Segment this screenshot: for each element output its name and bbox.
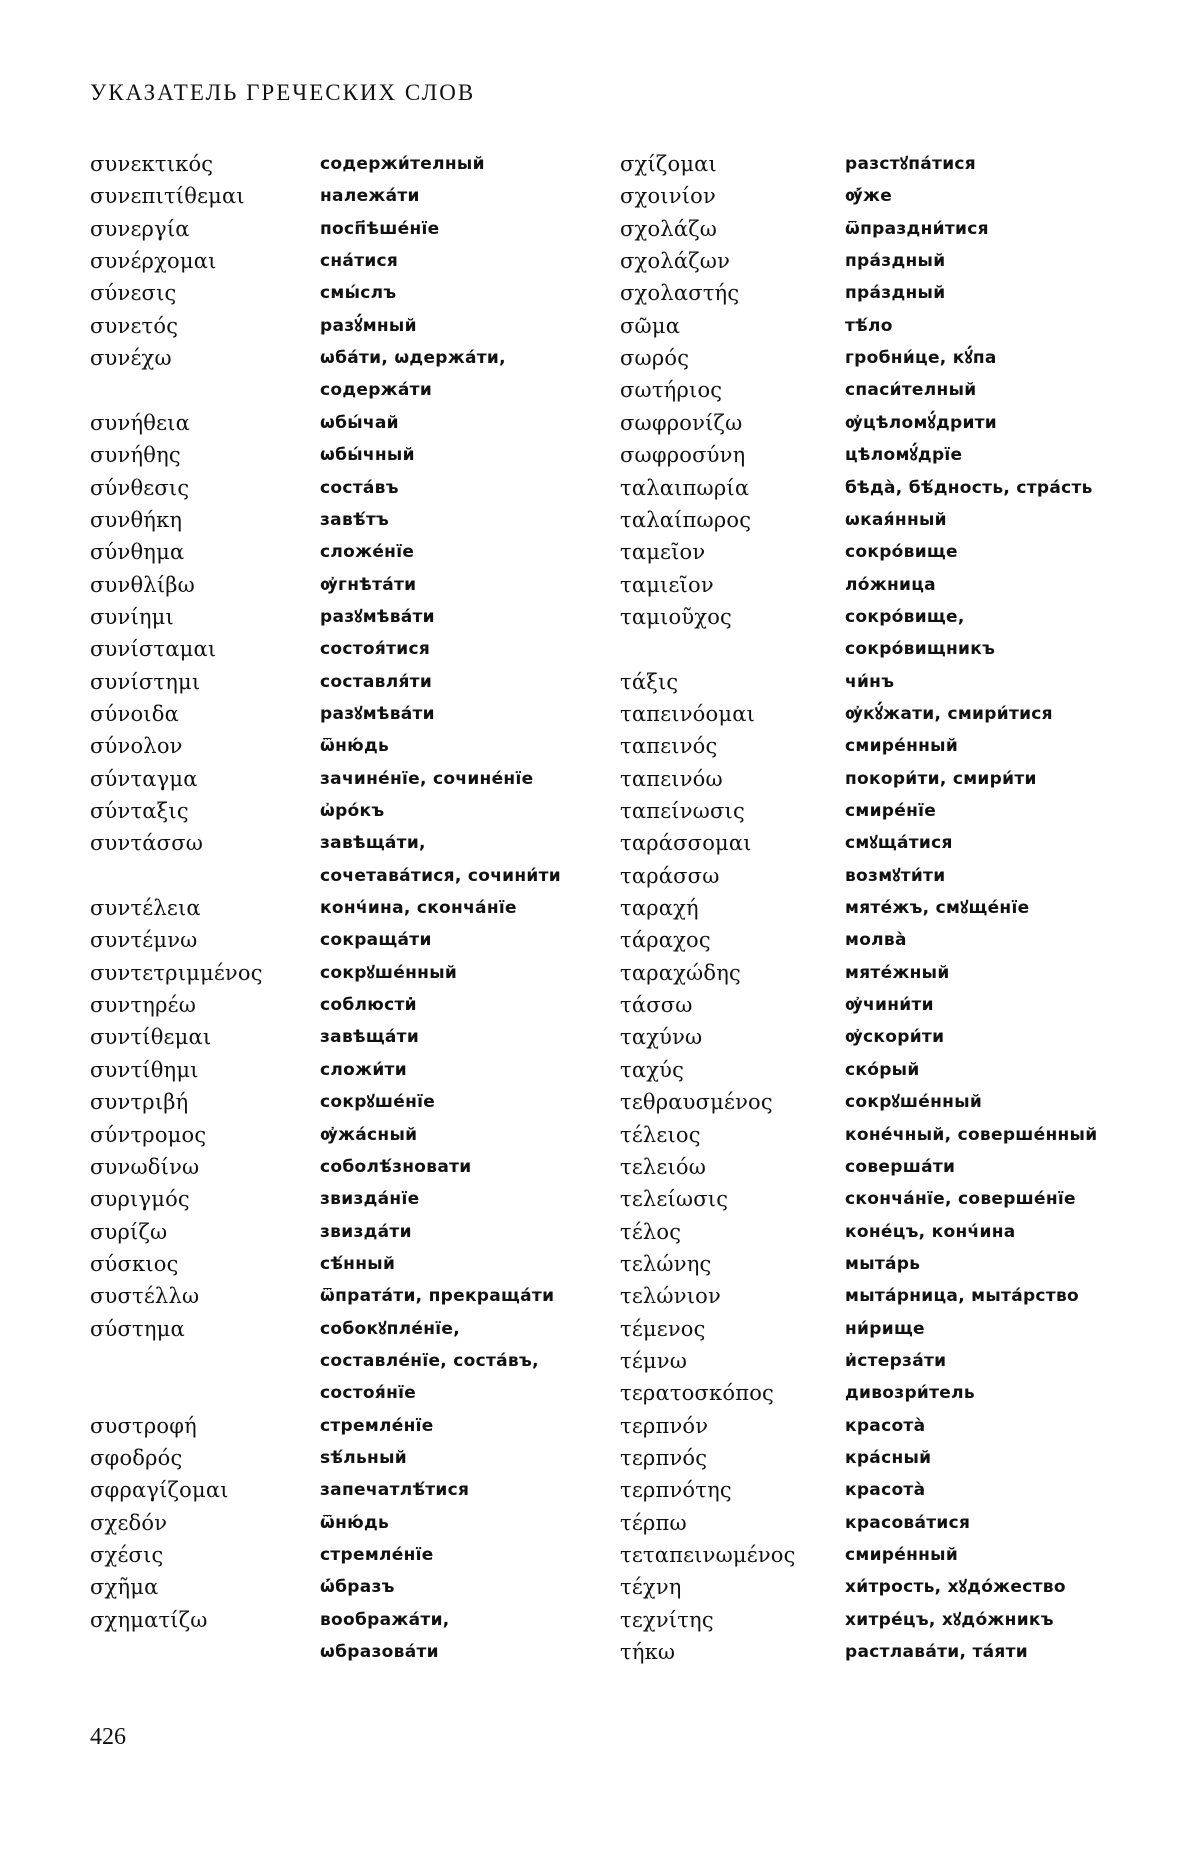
- greek-headword: συστροφή: [90, 1413, 197, 1438]
- slavonic-translation: и҆стерза́ти: [845, 1350, 947, 1371]
- slavonic-translation: сѣ́нный: [320, 1253, 396, 1274]
- greek-headword: σύνολον: [90, 734, 183, 759]
- slavonic-translation: собокꙋпле́нїе,: [320, 1318, 461, 1339]
- index-row: [90, 1604, 1110, 1636]
- slavonic-translation: ѹ҆гнѣта́ти: [320, 574, 417, 595]
- greek-headword: τέλος: [620, 1219, 682, 1244]
- greek-headword: σχίζομαι: [620, 152, 717, 176]
- greek-headword: συνθλίβω: [90, 572, 195, 597]
- greek-headword: ταμιεῖον: [620, 572, 714, 597]
- greek-headword: σωφρονίζω: [620, 410, 743, 435]
- slavonic-translation: сокраща́ти: [320, 930, 432, 951]
- slavonic-translation: вообража́ти,: [320, 1609, 450, 1630]
- index-row: [90, 1410, 1110, 1442]
- index-row: [90, 342, 1110, 374]
- greek-headword: σῶμα: [620, 313, 681, 338]
- slavonic-translation: красота̀: [845, 1415, 926, 1436]
- greek-headword: ταπεινόω: [620, 766, 723, 791]
- index-row: [90, 601, 1110, 633]
- greek-headword: σύνοιδα: [90, 701, 179, 726]
- index-row: [90, 1474, 1110, 1506]
- slavonic-translation: содержа́ти: [320, 380, 433, 401]
- slavonic-translation: стремле́нїе: [320, 1545, 434, 1566]
- index-row: [90, 277, 1110, 309]
- slavonic-translation: смире́нный: [845, 736, 959, 757]
- index-row: [90, 439, 1110, 471]
- slavonic-translation: смире́нный: [845, 1545, 959, 1566]
- greek-headword: τεχνίτης: [620, 1607, 714, 1632]
- greek-headword: σύνταγμα: [90, 766, 198, 791]
- greek-headword: τέχνη: [620, 1575, 682, 1600]
- greek-headword: ταμεῖον: [620, 540, 706, 565]
- greek-headword: τήκω: [620, 1640, 676, 1665]
- greek-headword: τέρπω: [620, 1510, 687, 1535]
- index-row: [90, 148, 1110, 180]
- index-row: [90, 730, 1110, 762]
- slavonic-translation: ѡ҆́бразъ: [320, 1577, 395, 1598]
- greek-headword: ταραχή: [620, 896, 699, 921]
- slavonic-translation: смꙋща́тися: [845, 833, 953, 854]
- greek-headword: συνωδίνω: [90, 1154, 200, 1179]
- slavonic-translation: ло́жница: [845, 574, 936, 595]
- greek-headword: συνθήκη: [90, 507, 183, 532]
- slavonic-translation: кра́сный: [845, 1448, 932, 1468]
- slavonic-translation: сокрꙋше́нїе: [320, 1092, 436, 1113]
- greek-headword: σύνθεσις: [90, 475, 190, 500]
- greek-headword: σχῆμα: [90, 1575, 159, 1600]
- index-row: [90, 1377, 1110, 1409]
- index-row: [90, 1280, 1110, 1312]
- slavonic-translation: тѣ́ло: [845, 315, 893, 336]
- slavonic-translation: составля́ти: [320, 671, 433, 692]
- slavonic-translation: ѿпраздни́тися: [845, 218, 989, 239]
- slavonic-translation: покори́ти, смири́ти: [845, 768, 1037, 789]
- index-row: [90, 633, 1110, 665]
- greek-headword: ταμιοῦχος: [620, 604, 733, 629]
- greek-headword: συνεκτικός: [90, 152, 214, 176]
- greek-headword: τελειόω: [620, 1154, 707, 1179]
- greek-headword: ταπεινός: [620, 734, 718, 759]
- greek-headword: συντίθημι: [90, 1057, 199, 1082]
- index-row: [90, 1183, 1110, 1215]
- greek-headword: συντετριμμένος: [90, 960, 263, 985]
- slavonic-translation: пра́здный: [845, 251, 946, 272]
- slavonic-translation: разꙋмѣва́ти: [320, 606, 435, 627]
- slavonic-translation: зачине́нїе, сочине́нїе: [320, 768, 534, 789]
- greek-headword: συνέρχομαι: [90, 249, 217, 274]
- slavonic-translation: сокрꙋше́нный: [845, 1092, 983, 1113]
- slavonic-translation: возмꙋти́ти: [845, 865, 946, 886]
- slavonic-translation: ѿню́дь: [320, 736, 390, 757]
- greek-headword: συντάσσω: [90, 831, 204, 856]
- index-row: [90, 213, 1110, 245]
- index-row: [90, 795, 1110, 827]
- greek-headword: σφοδρός: [90, 1446, 183, 1470]
- slavonic-translation: ѿпрата́ти, прекраща́ти: [320, 1286, 555, 1307]
- index-row: [90, 860, 1110, 892]
- greek-headword: ταλαίπωρος: [620, 507, 752, 532]
- slavonic-translation: бѣда̀, бѣ́дность, стра́сть: [845, 477, 1093, 498]
- index-row: [90, 1507, 1110, 1539]
- greek-headword: τεθραυσμένος: [620, 1090, 773, 1115]
- slavonic-translation: красова́тися: [845, 1512, 971, 1533]
- slavonic-translation: сконча́нїе, соверше́нїе: [845, 1189, 1076, 1210]
- greek-headword: συνίσταμαι: [90, 637, 217, 662]
- index-row: [90, 924, 1110, 956]
- greek-headword: συνίστημι: [90, 669, 201, 694]
- slavonic-translation: сокро́вище: [845, 542, 958, 563]
- slavonic-translation: соверша́ти: [845, 1156, 956, 1177]
- greek-headword: σχολαστής: [620, 281, 740, 306]
- slavonic-translation: разꙋмѣва́ти: [320, 703, 435, 724]
- index-row: [90, 698, 1110, 730]
- greek-headword: ταραχώδης: [620, 960, 741, 985]
- greek-headword: συνήθεια: [90, 410, 190, 435]
- greek-headword: σχοινίον: [620, 184, 716, 209]
- greek-headword: συνήθης: [90, 443, 181, 468]
- greek-headword: ταπείνωσις: [620, 799, 745, 823]
- slavonic-translation: соблюсти̇: [320, 995, 417, 1016]
- greek-headword: τέμνω: [620, 1348, 688, 1373]
- slavonic-translation: соста́въ: [320, 477, 399, 498]
- slavonic-translation: ѹ҆жа́сный: [320, 1124, 418, 1145]
- greek-headword: σύντρομος: [90, 1122, 207, 1147]
- index-row: [90, 536, 1110, 568]
- index-row: [90, 407, 1110, 439]
- slavonic-translation: растлава́ти, та́яти: [845, 1642, 1028, 1663]
- greek-headword: σύνθημα: [90, 540, 185, 565]
- greek-headword: τελώνιον: [620, 1284, 721, 1309]
- index-row: [90, 1636, 1110, 1668]
- slavonic-translation: сна́тися: [320, 251, 399, 272]
- greek-headword: συνίημι: [90, 604, 174, 629]
- greek-headword: σωφροσύνη: [620, 443, 746, 468]
- greek-headword: τέμενος: [620, 1316, 706, 1341]
- slavonic-translation: стремле́нїе: [320, 1415, 434, 1436]
- slavonic-translation: молва̀: [845, 930, 907, 951]
- index-row: [90, 245, 1110, 277]
- slavonic-translation: ѿню́дь: [320, 1512, 390, 1533]
- slavonic-translation: хи́трость, хꙋдо́жество: [845, 1577, 1066, 1598]
- slavonic-translation: содержи́телный: [320, 154, 485, 174]
- slavonic-translation: ѕѣ́льный: [320, 1448, 407, 1468]
- slavonic-translation: мяте́жный: [845, 962, 950, 983]
- greek-headword: ταχύς: [620, 1057, 685, 1082]
- greek-headword: ταπεινόομαι: [620, 701, 756, 726]
- index-row: [90, 763, 1110, 795]
- slavonic-translation: разꙋ́мный: [320, 315, 417, 336]
- index-row: [90, 180, 1110, 212]
- slavonic-translation: мыта́рница, мыта́рство: [845, 1286, 1079, 1307]
- slavonic-translation: хитре́цъ, хꙋдо́жникъ: [845, 1609, 1054, 1630]
- greek-headword: σύστημα: [90, 1316, 185, 1341]
- index-row: [90, 666, 1110, 698]
- index-row: [90, 1119, 1110, 1151]
- slavonic-translation: конч́ина, сконча́нїе: [320, 898, 517, 919]
- greek-headword: συντέμνω: [90, 928, 198, 953]
- index-row: [90, 1216, 1110, 1248]
- index-row: [90, 569, 1110, 601]
- slavonic-translation: смире́нїе: [845, 801, 937, 821]
- slavonic-translation: дивозри́тель: [845, 1383, 975, 1404]
- greek-headword: σχολάζω: [620, 216, 718, 241]
- slavonic-translation: чи́нъ: [845, 671, 895, 692]
- index-row: [90, 1313, 1110, 1345]
- slavonic-translation: ѹ҆́же: [845, 186, 893, 207]
- index-row: [90, 1151, 1110, 1183]
- index-row: [90, 1086, 1110, 1118]
- greek-headword: τερπνότης: [620, 1478, 732, 1503]
- greek-headword: συρίζω: [90, 1219, 168, 1244]
- slavonic-translation: запечатлѣ́тися: [320, 1480, 470, 1501]
- slavonic-translation: ни́рище: [845, 1318, 925, 1339]
- slavonic-translation: ѡбы́чай: [320, 412, 399, 433]
- slavonic-translation: посп҃ѣше́нїе: [320, 218, 440, 239]
- page-number: 426: [90, 1724, 126, 1750]
- index-row: [90, 892, 1110, 924]
- greek-headword: τερπνός: [620, 1446, 708, 1470]
- greek-headword: ταλαιπωρία: [620, 475, 750, 500]
- greek-headword: σύσκιος: [90, 1251, 179, 1276]
- greek-headword: σχηματίζω: [90, 1607, 208, 1632]
- greek-headword: τελείωσις: [620, 1187, 729, 1212]
- index-row: [90, 310, 1110, 342]
- slavonic-translation: належа́ти: [320, 186, 420, 207]
- greek-headword: σωρός: [620, 346, 690, 371]
- greek-headword: σωτήριος: [620, 378, 723, 403]
- page-header: УКАЗАТЕЛЬ ГРЕЧЕСКИХ СЛОВ: [90, 80, 476, 105]
- greek-headword: σφραγίζομαι: [90, 1478, 229, 1503]
- slavonic-translation: коне́чный, соверше́нный: [845, 1124, 1098, 1145]
- index-row: [90, 1345, 1110, 1377]
- greek-headword: συντριβή: [90, 1090, 189, 1115]
- slavonic-translation: сокро́вищникъ: [845, 639, 996, 660]
- greek-headword: συντηρέω: [90, 993, 197, 1018]
- greek-headword: συστέλλω: [90, 1284, 200, 1309]
- greek-headword: τάσσω: [620, 993, 693, 1018]
- slavonic-translation: завѣща́ти,: [320, 833, 426, 854]
- slavonic-translation: ѹ҆цѣломꙋ́дрити: [845, 412, 998, 433]
- greek-headword: συνετός: [90, 313, 179, 338]
- index-row: [90, 504, 1110, 536]
- slavonic-translation: ѡба́ти, ѡдержа́ти,: [320, 348, 506, 369]
- greek-headword: συντέλεια: [90, 896, 201, 921]
- slavonic-translation: мяте́жъ, смꙋще́нїе: [845, 898, 1030, 919]
- slavonic-translation: красота̀: [845, 1480, 926, 1501]
- greek-headword: τεταπεινωμένος: [620, 1543, 796, 1568]
- index-row: [90, 1248, 1110, 1280]
- greek-headword: τέλειος: [620, 1122, 701, 1147]
- greek-headword: σύνταξις: [90, 799, 189, 823]
- greek-headword: τάραχος: [620, 928, 711, 953]
- greek-headword: ταράσσω: [620, 863, 720, 888]
- slavonic-translation: сокрꙋше́нный: [320, 962, 458, 983]
- greek-headword: συριγμός: [90, 1187, 190, 1212]
- slavonic-translation: завѣща́ти: [320, 1027, 420, 1048]
- slavonic-translation: сложи́ти: [320, 1059, 407, 1080]
- slavonic-translation: ѡбы́чный: [320, 445, 415, 466]
- greek-headword: σχολάζων: [620, 249, 731, 274]
- index-row: [90, 1539, 1110, 1571]
- slavonic-translation: мыта́рь: [845, 1253, 921, 1274]
- slavonic-translation: звизда́нїе: [320, 1189, 420, 1210]
- slavonic-translation: разстꙋпа́тися: [845, 154, 976, 174]
- index-row: [90, 1054, 1110, 1086]
- slavonic-translation: завѣ́тъ: [320, 509, 390, 530]
- greek-headword: συνεργία: [90, 216, 190, 241]
- slavonic-translation: ѡбразова́ти: [320, 1642, 439, 1663]
- slavonic-translation: цѣломꙋ́дрїе: [845, 445, 963, 466]
- index-row: [90, 957, 1110, 989]
- index-row: [90, 989, 1110, 1021]
- slavonic-translation: ско́рый: [845, 1059, 920, 1080]
- slavonic-translation: ѹ҆скори́ти: [845, 1027, 945, 1048]
- slavonic-translation: смы́слъ: [320, 283, 397, 304]
- greek-headword: ταχύνω: [620, 1025, 703, 1050]
- slavonic-translation: гробни́це, кꙋ́па: [845, 348, 997, 369]
- greek-headword: σχεδόν: [90, 1510, 168, 1535]
- slavonic-translation: состоя́нїе: [320, 1383, 417, 1404]
- slavonic-translation: сокро́вище,: [845, 606, 965, 627]
- greek-headword: ταράσσομαι: [620, 831, 752, 856]
- greek-headword: σύνεσις: [90, 281, 177, 306]
- slavonic-translation: спаси́телный: [845, 380, 977, 401]
- slavonic-translation: сочетава́тися, сочини́ти: [320, 865, 562, 886]
- index-row: [90, 374, 1110, 406]
- slavonic-translation: составле́нїе, соста́въ,: [320, 1350, 539, 1371]
- index-row: [90, 1571, 1110, 1603]
- index-row: [90, 472, 1110, 504]
- greek-headword: τελώνης: [620, 1251, 712, 1276]
- greek-headword: συντίθεμαι: [90, 1025, 212, 1050]
- slavonic-translation: звизда́ти: [320, 1221, 412, 1242]
- index-row: [90, 827, 1110, 859]
- greek-headword: συνέχω: [90, 346, 172, 371]
- greek-headword: σχέσις: [90, 1543, 164, 1568]
- slavonic-translation: ѡкая́нный: [845, 509, 947, 530]
- slavonic-translation: сложе́нїе: [320, 542, 415, 563]
- slavonic-translation: состоя́тися: [320, 639, 431, 660]
- greek-headword: συνεπιτίθεμαι: [90, 184, 245, 209]
- index-row: [90, 1442, 1110, 1474]
- index-row: [90, 1021, 1110, 1053]
- slavonic-translation: ѡ҆ро́къ: [320, 801, 385, 821]
- greek-headword: τάξις: [620, 669, 679, 694]
- slavonic-translation: коне́цъ, конч́ина: [845, 1221, 1016, 1242]
- slavonic-translation: пра́здный: [845, 283, 946, 304]
- slavonic-translation: соболѣ́зновати: [320, 1156, 472, 1177]
- greek-headword: τερατοσκόπος: [620, 1381, 774, 1406]
- slavonic-translation: ѹ҆чини́ти: [845, 995, 934, 1016]
- greek-headword: τερπνόν: [620, 1413, 709, 1438]
- slavonic-translation: ѹ҆кꙋ́жати, смири́тися: [845, 703, 1053, 724]
